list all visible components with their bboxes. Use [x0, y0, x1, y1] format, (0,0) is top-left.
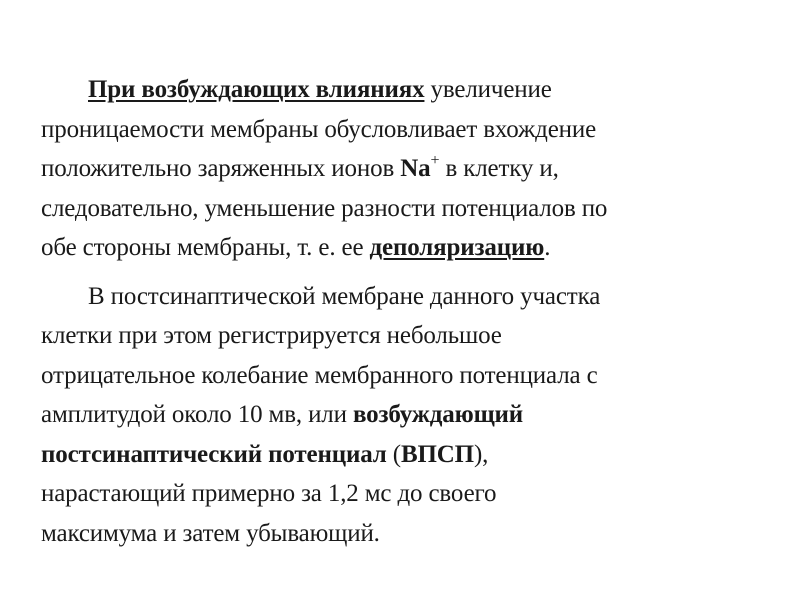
term-postsynaptic-potential: постсинаптический потенциал [41, 440, 387, 468]
text-fragment: . [544, 234, 551, 261]
text-line: отрицательное колебание мембранного потенциала с [41, 361, 598, 389]
heading-phrase-excitatory-influences: При возбуждающих влияниях [88, 76, 425, 103]
text-line: клетки при этом регистрируется небольшое [41, 322, 502, 349]
text-line: следовательно, уменьшение разности потенциалов по [41, 194, 608, 222]
text-fragment: ), [473, 440, 489, 468]
text-line [41, 149, 761, 189]
term-abbreviation-vpsp: ВПСП [400, 440, 474, 468]
text-line: проницаемости мембраны обусловливает вхождение [41, 115, 597, 143]
term-excitatory: возбуждающий [352, 401, 524, 428]
text-fragment: В постсинаптической мембране данного участка [88, 282, 601, 310]
slide-text [41, 70, 761, 553]
paragraph-postsynaptic-potential [41, 277, 761, 554]
sodium-ion-symbol: Na [400, 155, 431, 182]
text-line: максимума и затем убывающий. [41, 519, 380, 547]
text-fragment: увеличение [424, 76, 552, 103]
text-fragment: обе стороны мембраны, т. е. ее [41, 234, 370, 261]
text-line: нарастающий примерно за 1,2 мс до своего [41, 480, 497, 507]
text-line [41, 70, 761, 110]
paragraph-excitatory-influence [41, 70, 761, 268]
text-line [41, 277, 761, 317]
text-line [41, 435, 761, 475]
text-fragment: положительно заряженных ионов [41, 155, 401, 182]
term-depolarization: деполяризацию [369, 234, 545, 261]
ion-charge-superscript: + [430, 151, 440, 169]
text-line [41, 228, 761, 268]
text-fragment: амплитудой около 10 мв, или [41, 401, 353, 428]
text-line [41, 395, 761, 435]
text-fragment: ( [386, 440, 401, 468]
text-fragment: в клетку и, [439, 155, 559, 182]
